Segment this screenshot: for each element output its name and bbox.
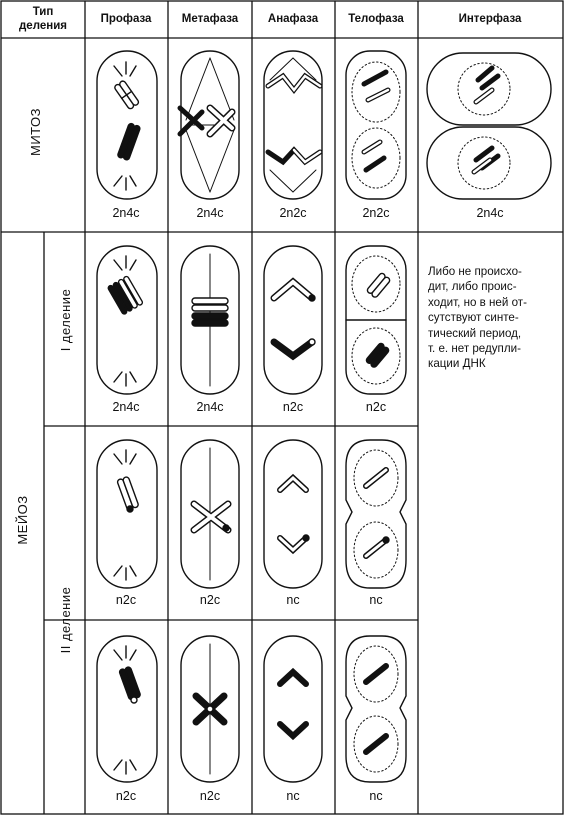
note-line: дит, либо проис- [428, 280, 517, 294]
formula: nc [286, 789, 300, 803]
formula: n2c [199, 789, 221, 803]
formula: nc [369, 789, 383, 803]
interphase-note [428, 264, 562, 372]
header-anaphase: Анафаза [267, 13, 319, 25]
cell-mitosis-telophase [346, 51, 406, 199]
cell-meiosis2b-anaphase [264, 636, 322, 782]
table-header [19, 6, 522, 32]
cell-meiosis2b-metaphase [181, 636, 239, 782]
formula: nc [369, 593, 383, 607]
note-line: сутствуют синте- [428, 311, 519, 325]
cell-meiosis2a-anaphase [264, 440, 322, 588]
formulas-meiosis-2b [116, 789, 383, 803]
header-telophase: Телофаза [348, 13, 404, 25]
formula: 2n4c [196, 206, 224, 220]
formula: 2n2c [362, 206, 390, 220]
row-label-meiosis-2: II деление [58, 586, 73, 654]
cell-meiosis2b-prophase [97, 636, 157, 782]
row-label-mitosis: МИТОЗ [28, 108, 43, 156]
header-interphase: Интерфаза [458, 13, 522, 25]
formula: n2c [365, 400, 387, 414]
row-label-meiosis-1: I деление [58, 288, 73, 352]
row-label-meiosis: МЕЙОЗ [15, 495, 30, 545]
cell-meiosis1-telophase [346, 246, 406, 394]
cell-meiosis1-anaphase [264, 246, 322, 394]
cell-meiosis2b-telophase [346, 636, 406, 782]
note-line: тический период, [428, 326, 522, 340]
formula: 2n4c [476, 206, 504, 220]
cell-mitosis-metaphase [180, 51, 239, 199]
formula: 2n4c [112, 400, 140, 414]
note-line: т. е. нет редупли- [428, 342, 521, 356]
formulas-meiosis-2a [116, 593, 383, 607]
cell-mitosis-prophase [97, 51, 157, 199]
cell-meiosis2a-metaphase [181, 440, 239, 588]
header-type-line1: Тип [32, 6, 54, 18]
formulas-meiosis-1 [112, 400, 386, 414]
formula: n2c [115, 789, 137, 803]
cell-mitosis-anaphase [264, 51, 322, 199]
cell-meiosis1-metaphase [181, 246, 239, 394]
cell-meiosis2a-prophase [97, 440, 157, 588]
formula: 2n4c [196, 400, 224, 414]
cell-mitosis-interphase [427, 53, 551, 199]
formula: n2c [115, 593, 137, 607]
formula: nc [286, 593, 300, 607]
formula: n2c [199, 593, 221, 607]
note-line: кации ДНК [428, 357, 486, 371]
cell-meiosis1-prophase [97, 246, 157, 394]
note-line: ходит, но в ней от- [428, 295, 527, 309]
note-line: Либо не происхо- [428, 265, 522, 278]
formula: 2n4c [112, 206, 140, 220]
formulas-mitosis [112, 206, 503, 220]
header-type-line2: деления [19, 20, 67, 32]
header-metaphase: Метафаза [181, 13, 239, 25]
formula: n2c [282, 400, 304, 414]
formula: 2n2c [279, 206, 307, 220]
header-prophase: Профаза [100, 13, 152, 25]
cell-meiosis2a-telophase [346, 440, 406, 588]
